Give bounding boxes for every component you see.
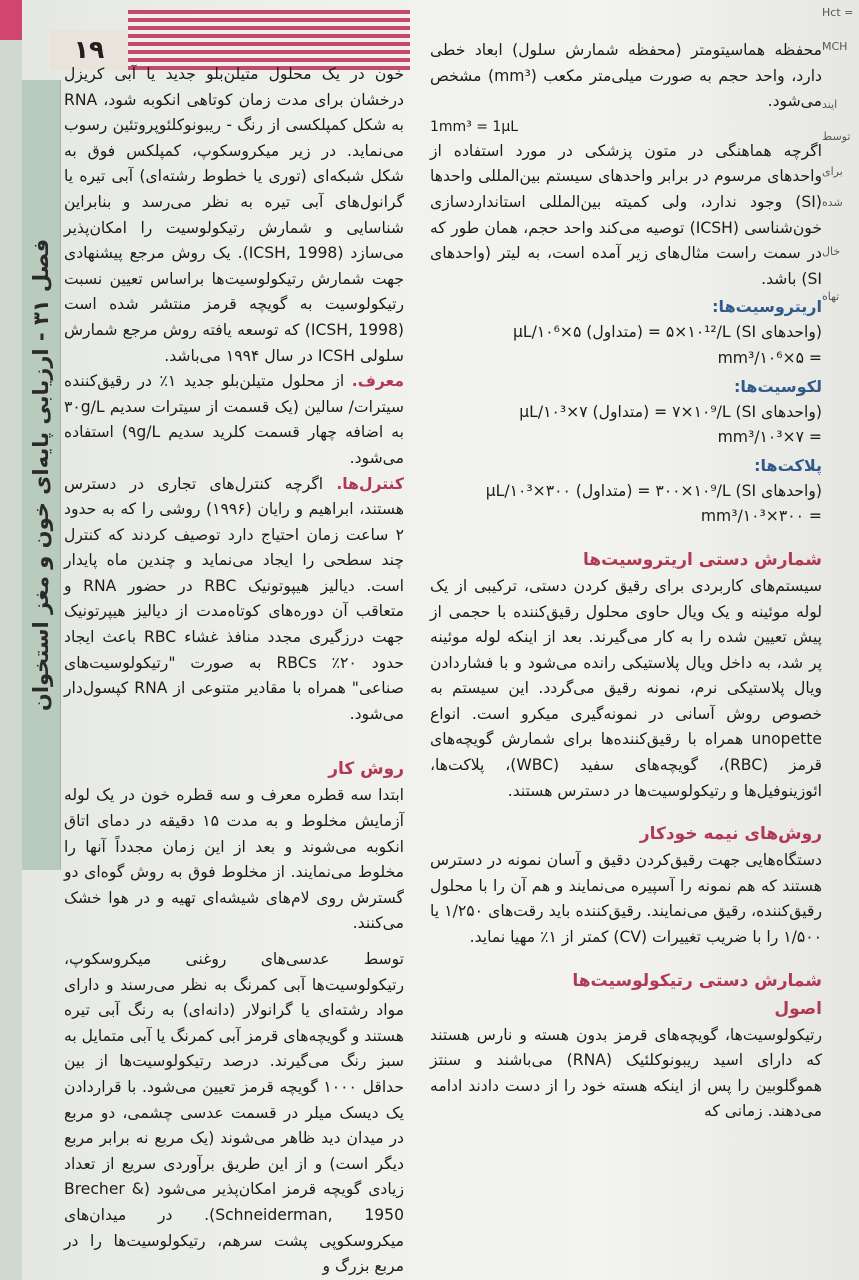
leukocytes-heading: لکوسیت‌ها: xyxy=(733,376,822,396)
paragraph: خون در یک محلول متیلن‌بلو جدید یا آبی کریزل درخشان برای مدت زمان کوتاهی انکوبه شود، RNA به شکل کمپلکسی از رنگ - ریبونوکلئوپروتئین رسوب می‌نماید. در زیر میکروسکوپ، کمپلکس فوق به شکل شبکه‌ای (توری یا خطوط رشته‌ای) آبی تیره یا گرانول‌های آبی تیره به نظر می‌رسد و بنابراین شناسایی و شمارش رتیکولوسیت را امکان‌پذیر می‌سازد (ICSH, 1998). یک روش مرجع پیشنهادی جهت شمارش رتیکولوسیت‌ها براساس تعیین نسبت رتیکولوسیت به گویچه قرمز منتشر شده است (ICSH, 1998) که توسعه یافته روش مرجع شمارش سلولی ICSH در سال ۱۹۹۴ می‌باشد. xyxy=(64,65,404,365)
controls-text: اگرچه کنترل‌های تجاری در دسترس هستند، ابراهیم و رایان (۱۹۹۶) روشی را که به حدود ۲ ساعت زمان احتیاج دارد توصیف کردند که کنترل چند سطحی را ایجاد می‌نماید و چندین ماه پایدار است. دیالیز هیپوتونیک RBC در حضور RNA و متعاقب آن دوره‌های کوتاه‌مدت از دیالیز هیپرتونیک جهت درزگیری مجدد منافذ غشاء RBC باعث ایجاد حدود ۲۰٪ RBCs به صورت "رتیکولوسیت‌های صناعی" همراه با مقادیر متنوعی از RNA کپسول‌دار می‌شود. xyxy=(64,474,405,723)
paragraph: ابتدا سه قطره معرف و سه قطره خون در یک لوله آزمایش مخلوط و به مدت ۱۵ دقیقه در دمای اتاق انکوبه می‌شوند و بعد از این زمان مجدداً آنها را مخلوط می‌نمایند. از مخلوط فوق به روش گوه‌ای دو گسترش روی لام‌های شیشه‌ای تهیه و در هوا خشک می‌کنند. xyxy=(64,786,405,933)
left-text-column xyxy=(64,62,404,1280)
erythrocytes-heading: اریتروسیت‌ها: xyxy=(712,297,822,317)
chapter-title: فصل ۳۱ - ارزیابی پایه‌ای خون و مغز استخوان xyxy=(29,238,54,712)
controls-label: کنترل‌ها. xyxy=(336,474,404,493)
adjacent-page-edge xyxy=(818,0,859,330)
edge-text: توسط xyxy=(822,130,851,143)
formula-line: (واحدهای SI) ۵×۱۰¹²/L = (متداول) ۵×۱۰⁶/μL xyxy=(512,323,822,342)
paragraph: سیستم‌های کاربردی برای رقیق کردن دستی، ترکیبی از یک لوله موئینه و یک ویال حاوی محلول رقیق‌کننده با حجمی از پیش تعیین شده را به کار می‌گیرند. بعد از اینکه لوله موئینه پر شد، به داخل ویال پلاستیکی رانده می‌شود و با فشاردادن ویال پلاستیکی نرم، نمونه رقیق می‌گردد. این سیستم به خصوص روش آسانی در نمونه‌گیری میکرو است. انواع unopette همراه با رقیق‌کننده‌ها برای شمارش گویچه‌های قرمز (RBC)، گویچه‌های سفید (WBC)، پلاکت‌ها، ائوزینوفیل‌ها و رتیکولوسیت‌ها در دسترس هستند. xyxy=(430,576,822,800)
formula-line: (واحدهای SI) ۷×۱۰⁹/L = (متداول) ۷×۱۰³/μL xyxy=(519,402,822,421)
paragraph xyxy=(64,472,404,728)
manual-reticulocyte-heading: شمارش دستی رتیکولوسیت‌ها xyxy=(572,970,822,991)
header-stripes xyxy=(128,10,410,70)
edge-text: برای xyxy=(822,165,843,178)
edge-text: شده xyxy=(822,196,843,209)
paragraph xyxy=(64,369,404,471)
left-edge-accent xyxy=(0,0,22,40)
paragraph: رتیکولوسیت‌ها، گویچه‌های قرمز بدون هسته و نارس هستند که دارای اسید ریبونوکلئیک (RNA) می‌باشند و سنتز هموگلوبین را پس از اینکه هسته خود را از دست دادند ادامه می‌دهند. زمانی که xyxy=(430,1025,823,1121)
paragraph: محفظه هماسیتومتر (محفظه شمارش سلول) ابعاد خطی دارد، واحد حجم به صورت میلی‌متر مکعب (mm³) مشخص می‌شود. xyxy=(430,41,822,111)
paragraph: دستگاه‌هایی جهت رقیق‌کردن دقیق و آسان نمونه در دسترس هستند که هم نمونه را آسپیره می‌نمایند و هم آن را با محلول رقیق‌کننده، رقیق می‌نمایند. رقیق‌کننده باید رقت‌های ۱/۲۵۰ یا ۱/۵۰۰ را با ضریب تغییرات (CV) کمتر از ۱٪ مهیا نماید. xyxy=(430,851,822,947)
principle-heading: اصول xyxy=(774,998,822,1019)
reagent-label: معرف. xyxy=(351,372,404,391)
paragraph: اگرچه هماهنگی در متون پزشکی در مورد استفاده از واحدهای مرسوم در برابر واحدهای سیستم بین‌المللی واحدها (SI) وجود ندارد، ولی کمیته بین‌المللی استانداردسازی خون‌شناسی (ICSH) توصیه می‌کند واحد حجم، همان طور که در سمت راست مثال‌های زیر آمده است، به لیتر (واحدهای SI) باشد. xyxy=(430,141,822,288)
edge-text: خال xyxy=(822,245,841,258)
semi-automated-heading: روش‌های نیمه خودکار xyxy=(639,824,822,845)
edge-text: MCH xyxy=(822,40,848,53)
formula-line: (واحدهای SI) ۳۰۰×۱۰⁹/L = (متداول) ۳۰۰×۱۰³/μL xyxy=(485,481,822,500)
formula-line: = ۷×۱۰³/mm³ xyxy=(717,428,822,447)
unit-equation: 1mm³ = 1μL xyxy=(430,118,519,135)
left-edge-strip xyxy=(0,0,22,1280)
platelets-heading: پلاکت‌ها: xyxy=(754,455,822,475)
manual-erythrocyte-heading: شمارش دستی اریتروسیت‌ها xyxy=(582,549,822,570)
edge-text: Hct = xyxy=(822,6,854,19)
page-number: ۱۹ xyxy=(73,35,105,64)
edge-text: ایند xyxy=(822,98,838,111)
edge-text: تهاه xyxy=(822,290,840,303)
formula-line: = ۵×۱۰⁶/mm³ xyxy=(717,348,822,367)
reagent-text: از محلول متیلن‌بلو جدید ۱٪ در رقیق‌کننده سیترات/ سالین (یک قسمت از سیترات سدیم ۳۰g/L به اضافه چهار قسمت کلرید سدیم ۹g/L) استفاده می‌شود. xyxy=(64,372,404,467)
formula-line: = ۳۰۰×۱۰³/mm³ xyxy=(700,507,822,526)
paragraph: توسط عدسی‌های روغنی میکروسکوپ، رتیکولوسیت‌ها آبی کمرنگ به نظر می‌رسند و دارای مواد رشته‌ای یا گرانولار (دانه‌ای) به رنگ آبی تیره هستند و گویچه‌های قرمز آبی کمرنگ یا آبی متمایل به سبز رنگ می‌گیرند. درصد رتیکولوسیت‌ها از بین حداقل ۱۰۰۰ گویچه قرمز تعیین می‌شود. با قراردادن یک دیسک میلر در قسمت عدسی چشمی، دو مربع در میدان دید ظاهر می‌شوند (یک مربع نه برابر مربع دیگر است) و از این طریق برآوردی سریع از تعداد زیادی گویچه قرمز امکان‌پذیر می‌شود (Brecher & Schneiderman, 1950). در میدان‌های میکروسکوپی پشت سرهم، رتیکولوسیت‌ها را در مربع بزرگ و xyxy=(64,950,405,1276)
method-heading: روش کار xyxy=(328,759,404,780)
right-text-column xyxy=(430,38,822,1125)
